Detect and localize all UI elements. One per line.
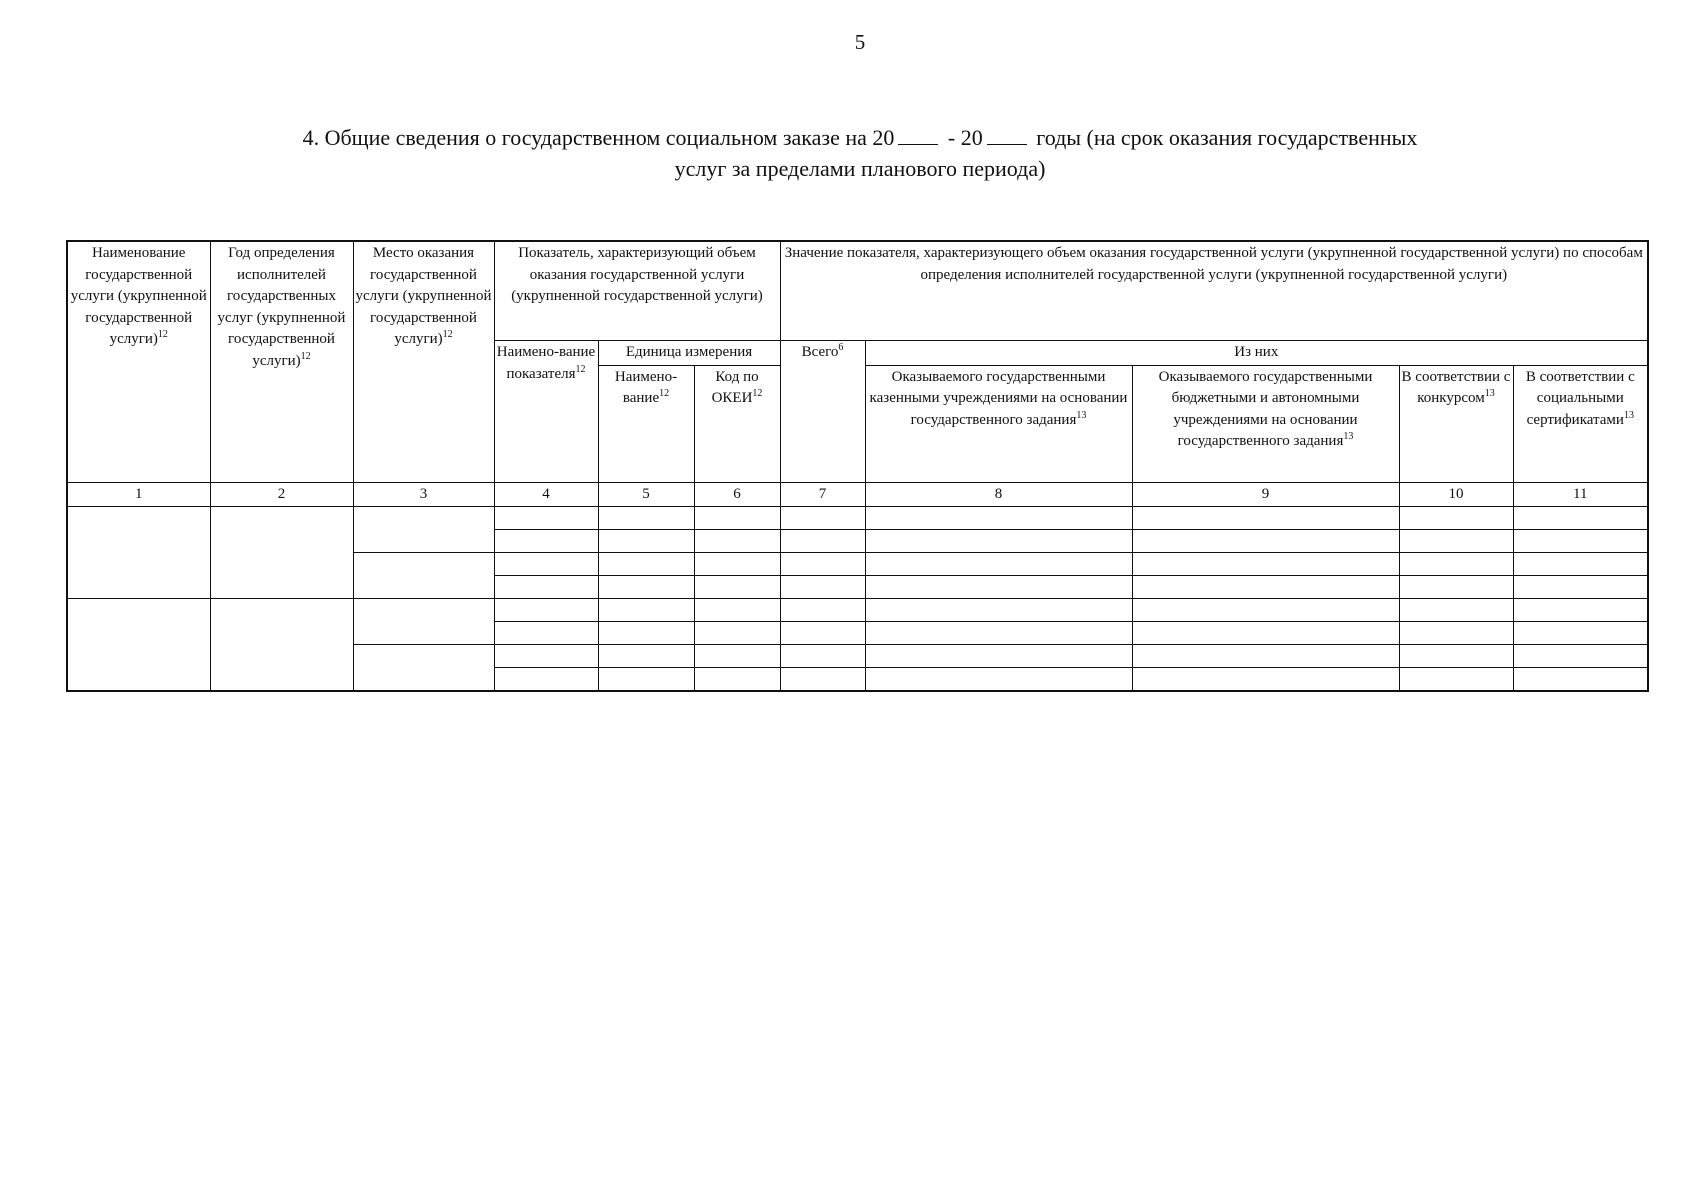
data-cell[interactable] (780, 668, 865, 692)
column-number: 3 (353, 482, 494, 507)
data-cell[interactable] (1513, 576, 1648, 599)
data-cell[interactable] (694, 622, 780, 645)
data-cell[interactable] (1513, 645, 1648, 668)
data-cell[interactable] (1399, 530, 1513, 553)
data-cell[interactable] (1132, 599, 1399, 622)
data-cell[interactable] (1132, 622, 1399, 645)
data-cell[interactable] (494, 622, 598, 645)
column-number: 5 (598, 482, 694, 507)
header-okei-code: Код по ОКЕИ$^{12}$ (694, 365, 780, 482)
data-cell[interactable] (494, 599, 598, 622)
data-cell[interactable] (780, 599, 865, 622)
data-cell[interactable] (1399, 507, 1513, 530)
table-row (67, 599, 1648, 622)
data-cell[interactable] (780, 507, 865, 530)
data-cell[interactable] (1513, 668, 1648, 692)
data-cell[interactable] (1132, 576, 1399, 599)
column-number: 10 (1399, 482, 1513, 507)
page-number: 5 (854, 30, 866, 54)
header-service-name: Наименование государственной услуги (укрупненной государственной услуги)$^{12}$ (67, 241, 210, 482)
data-cell[interactable] (865, 622, 1132, 645)
data-cell[interactable] (598, 507, 694, 530)
social-order-table (66, 240, 1649, 692)
data-cell[interactable] (694, 507, 780, 530)
place-cell[interactable] (353, 553, 494, 599)
data-cell[interactable] (1132, 530, 1399, 553)
data-cell[interactable] (780, 622, 865, 645)
header-unit-name: Наимено-вание$^{12}$ (598, 365, 694, 482)
data-cell[interactable] (865, 668, 1132, 692)
service-name-cell[interactable] (67, 599, 210, 692)
data-cell[interactable] (1399, 668, 1513, 692)
year-cell[interactable] (210, 507, 353, 599)
place-cell[interactable] (353, 599, 494, 645)
data-cell[interactable] (1132, 668, 1399, 692)
header-certificates: В соответствии с социальными сертификатами$^{13}$ (1513, 365, 1648, 482)
data-cell[interactable] (1399, 599, 1513, 622)
section-heading (0, 122, 1705, 184)
data-cell[interactable] (598, 530, 694, 553)
data-cell[interactable] (694, 553, 780, 576)
data-cell[interactable] (1132, 507, 1399, 530)
data-cell[interactable] (494, 530, 598, 553)
data-cell[interactable] (1132, 553, 1399, 576)
year-end-blank (987, 124, 1027, 145)
data-cell[interactable] (865, 507, 1132, 530)
data-cell[interactable] (780, 530, 865, 553)
year-start-blank (898, 124, 938, 145)
data-cell[interactable] (1513, 553, 1648, 576)
data-cell[interactable] (865, 553, 1132, 576)
data-cell[interactable] (865, 599, 1132, 622)
data-cell[interactable] (865, 530, 1132, 553)
data-cell[interactable] (598, 576, 694, 599)
heading-part1: 4. Общие сведения о государственном социальном заказе на 20 (302, 125, 895, 150)
data-cell[interactable] (598, 599, 694, 622)
column-number: 6 (694, 482, 780, 507)
data-cell[interactable] (494, 507, 598, 530)
column-numbers-row (67, 482, 1648, 507)
data-cell[interactable] (598, 553, 694, 576)
data-cell[interactable] (1399, 553, 1513, 576)
data-cell[interactable] (694, 668, 780, 692)
place-cell[interactable] (353, 507, 494, 553)
year-cell[interactable] (210, 599, 353, 692)
header-total: Всего$^6$ (780, 341, 865, 483)
data-cell[interactable] (494, 668, 598, 692)
data-cell[interactable] (1132, 645, 1399, 668)
column-number: 1 (67, 482, 210, 507)
data-cell[interactable] (694, 645, 780, 668)
column-number: 2 (210, 482, 353, 507)
header-of-them: Из них (865, 341, 1648, 366)
data-cell[interactable] (1513, 530, 1648, 553)
data-cell[interactable] (780, 553, 865, 576)
header-value-group: Значение показателя, характеризующего объем оказания государственной услуги (укрупненной государственной услуги) по способам определения исполнителей государственной услуги (укрупненной государственной услуги) (780, 241, 1648, 341)
data-cell[interactable] (780, 645, 865, 668)
data-cell[interactable] (865, 645, 1132, 668)
header-competition: В соответствии с конкурсом$^{13}$ (1399, 365, 1513, 482)
data-cell[interactable] (694, 530, 780, 553)
data-cell[interactable] (598, 645, 694, 668)
column-number: 8 (865, 482, 1132, 507)
header-indicator-group: Показатель, характеризующий объем оказания государственной услуги (укрупненной государственной услуги) (494, 241, 780, 341)
data-cell[interactable] (1513, 599, 1648, 622)
data-cell[interactable] (1513, 622, 1648, 645)
data-cell[interactable] (694, 576, 780, 599)
header-year: Год определения исполнителей государственных услуг (укрупненной государственной услуги)$^{12}$ (210, 241, 353, 482)
header-budget-autonomous: Оказываемого государственными бюджетными и автономными учреждениями на основании государственного задания$^{13}$ (1132, 365, 1399, 482)
data-cell[interactable] (865, 576, 1132, 599)
header-kazennye: Оказываемого государственными казенными учреждениями на основании государственного задания$^{13}$ (865, 365, 1132, 482)
data-cell[interactable] (598, 622, 694, 645)
table-row (67, 507, 1648, 530)
data-cell[interactable] (494, 576, 598, 599)
header-indicator-name: Наимено-вание показателя$^{12}$ (494, 341, 598, 483)
header-unit-group: Единица измерения (598, 341, 780, 366)
data-cell[interactable] (1513, 507, 1648, 530)
data-cell[interactable] (494, 553, 598, 576)
column-number: 4 (494, 482, 598, 507)
data-cell[interactable] (694, 599, 780, 622)
place-cell[interactable] (353, 645, 494, 692)
data-cell[interactable] (1399, 622, 1513, 645)
data-cell[interactable] (494, 645, 598, 668)
column-number: 9 (1132, 482, 1399, 507)
heading-line2: услуг за пределами планового периода) (674, 156, 1046, 181)
header-place: Место оказания государственной услуги (укрупненной государственной услуги)$^{12}$ (353, 241, 494, 482)
data-cell[interactable] (1399, 576, 1513, 599)
header-row-1 (67, 241, 1648, 341)
data-cell[interactable] (598, 668, 694, 692)
heading-part3: годы (на срок оказания государственных (1036, 125, 1418, 150)
service-name-cell[interactable] (67, 507, 210, 599)
heading-part2: - 20 (947, 125, 983, 150)
data-cell[interactable] (1399, 645, 1513, 668)
column-number: 11 (1513, 482, 1648, 507)
data-cell[interactable] (780, 576, 865, 599)
column-number: 7 (780, 482, 865, 507)
